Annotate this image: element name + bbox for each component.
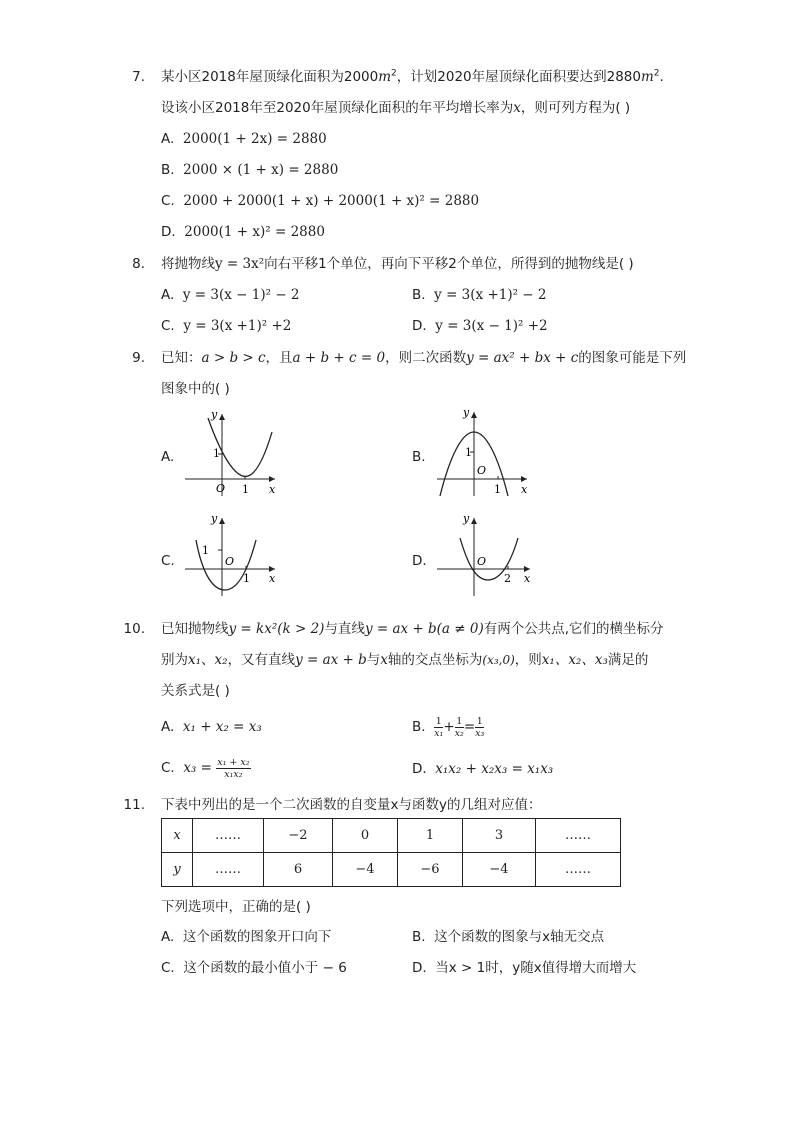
q11-after-text: 下列选项中，正确的是( ) [161,899,311,915]
q7-stem-text-c: . [659,69,664,85]
x-label: x [524,572,531,585]
q8-stem-text-a: 将抛物线 [161,256,215,272]
y-arrow-icon [471,518,477,524]
option-label: A. [161,929,175,945]
denominator: x₂ [454,727,464,739]
q11-option-b[interactable] [412,928,604,946]
fraction-1-over-x3 [475,716,484,739]
option-text: 这个函数的最小值小于 − 6 [183,960,347,976]
origin-label: O [477,464,487,477]
q9-condition-2: a + b + c = 0 [292,350,386,366]
numerator: 1 [456,715,463,727]
q9-function: y = ax² + bx + c [466,350,579,366]
y-arrow-icon [219,414,225,420]
x-one-label: 1 [242,483,249,496]
option-label: A. [161,287,175,303]
q7-option-d[interactable] [161,223,325,241]
fraction-1-over-x2 [455,716,464,739]
table-row-x [162,819,621,853]
option-label: B. [161,162,175,178]
q10-option-c[interactable] [161,753,251,783]
x-two-label: 2 [504,572,511,585]
q10-point: (x₃,0) [482,653,515,667]
x-label: x [269,572,276,585]
q10-text-h: 轴的交点坐标为 [387,652,483,668]
x-one-label: 1 [243,572,250,585]
table-cell: y [162,853,193,887]
denominator: x₁x₂ [224,768,243,780]
option-text: 当x > 1时，y随x值得增大而增大 [435,960,637,976]
numerator: 1 [435,715,442,727]
option-text: 2000 + 2000(1 + x) + 2000(1 + x)² = 2880 [183,193,480,209]
option-text: x₁x₂ + x₂x₃ = x₁x₃ [435,761,554,777]
x-arrow-icon [269,476,275,482]
q10-option-b[interactable] [412,712,484,742]
q10-text-e: 、 [201,652,215,668]
q9-option-d-label[interactable]: D. [412,553,427,569]
q9-number: 9. [132,350,145,366]
q9-stem-text-d: 的图象可能是下列 [578,350,687,366]
table-cell: …… [536,853,621,887]
q10-text-j: 满足的 [607,652,649,668]
q10-text-c: 有两个公共点,它们的横坐标分 [483,621,664,637]
denominator: x₃ [475,727,485,739]
y-arrow-icon [219,518,225,524]
q11-stem: 下表中列出的是一个二次函数的自变量x与函数y的几组对应值： [161,797,542,813]
one-label: 1 [465,446,472,459]
q11-option-c[interactable] [161,959,347,977]
y-label: y [211,408,218,421]
one-label: 1 [213,447,220,460]
q10-line-eq: y = ax + b(a ≠ 0) [364,621,484,637]
y-arrow-icon [471,412,477,418]
table-cell: 3 [463,819,536,853]
q11-value-table [161,818,621,887]
q9-option-c-label[interactable]: C. [161,553,175,569]
q11-option-a[interactable] [161,928,331,946]
table-cell: …… [536,819,621,853]
option-label: C. [161,760,175,776]
q11-number: 11. [123,797,145,813]
q10-stem-line3: 关系式是( ) [161,683,230,699]
option-text: y = 3(x − 1)² − 2 [182,287,300,303]
option-text: x₁ + x₂ = x₃ [182,719,262,735]
fraction-1-over-x1 [434,716,443,739]
q7-stem-text-a: 某小区2018年屋顶绿化面积为2000 [161,69,379,85]
q10-stem-line2 [161,651,648,669]
x-arrow-icon [521,476,527,482]
table-cell: −4 [463,853,536,887]
table-cell: −6 [398,853,463,887]
q7-option-c[interactable] [161,192,479,210]
option-text: y = 3(x − 1)² +2 [435,318,548,334]
q10-option-a[interactable] [161,718,262,736]
q9-stem-line1 [161,349,686,367]
q7-unit2: m [640,69,654,85]
q8-equation: y = 3x² [215,256,265,272]
table-cell: …… [193,819,264,853]
plus-sign: + [443,719,455,735]
origin-label: O [477,555,487,568]
option-label: D. [412,761,427,777]
q7-var-x: x [513,100,521,116]
q9-graph-a[interactable] [180,404,290,500]
q7-number: 7. [132,69,145,85]
origin-label: O [225,555,235,568]
option-label: B. [412,719,426,735]
table-cell: 6 [264,853,333,887]
q7-stem-text-e: ，则可列方程为( ) [520,100,631,116]
table-cell: 0 [333,819,398,853]
q7-option-b[interactable] [161,161,338,179]
option-text: y = 3(x +1)² +2 [183,318,292,334]
y-label: y [211,512,218,525]
option-text: 2000(1 + x)² = 2880 [184,224,325,240]
table-cell: −2 [264,819,333,853]
option-label: B. [412,287,426,303]
option-label: D. [161,224,176,240]
q10-parabola-eq: y = kx²(k > 2) [228,621,325,637]
option-label: A. [161,719,175,735]
table-cell: −4 [333,853,398,887]
option-text: 2000 × (1 + x) = 2880 [183,162,339,178]
q9-graph-b[interactable] [432,404,542,500]
q10-number: 10. [123,621,145,637]
option-label: B. [412,929,426,945]
q7-option-a[interactable] [161,130,327,148]
x-one-label: 1 [494,483,501,496]
q9-stem-text-b: ，且 [265,350,293,366]
table-cell: …… [193,853,264,887]
q10-text-d: 别为 [161,652,188,668]
table-cell: 1 [398,819,463,853]
option-label: A. [161,131,175,147]
q10-vars: x₁、x₂、x₃ [541,652,608,668]
option-text: 2000(1 + 2x) = 2880 [182,131,327,147]
q8-stem [161,255,634,273]
q10-text-g: 与 [366,652,381,668]
option-label: C. [161,318,175,334]
fraction-sum-over-product [216,757,250,780]
q7-unit: m [378,69,392,85]
q8-option-a[interactable] [161,286,300,304]
q7-stem-text-d: 设该小区2018年至2020年屋顶绿化面积的年平均增长率为 [161,100,514,116]
q9-condition-1: a > b > c [201,350,266,366]
option-label: C. [161,960,175,976]
q9-option-a-label[interactable]: A. [161,449,175,465]
q8-stem-text-b: 向右平移1个单位，再向下平移2个单位，所得到的抛物线是( ) [264,256,634,272]
x-label: x [269,483,276,496]
q9-graph-d[interactable] [432,510,542,600]
q9-option-b-label[interactable]: B. [412,449,426,465]
q10-option-d[interactable] [412,760,553,778]
q7-stem-line1: 某小区2018年屋顶绿化面积为$2000m^2$，计划2020年屋顶绿化面积要达到$2880m^2$. [161,68,664,85]
option-text: y = 3(x +1)² − 2 [434,287,547,303]
y-label: y [463,406,470,419]
q9-stem-line2: 图象中的( ) [161,381,230,397]
q10-stem-line1 [161,620,664,638]
q8-option-d[interactable] [412,317,548,335]
q10-x2: x₂ [214,652,228,668]
q8-number: 8. [132,256,145,272]
q9-stem-text-c: ，则二次函数 [385,350,467,366]
y-label: y [463,512,470,525]
q10-text-f: ，又有直线 [227,652,296,668]
q10-text-a: 已知抛物线 [161,621,229,637]
numerator: 1 [476,715,483,727]
q10-line-eq-2: y = ax + b [295,652,367,668]
q7-stem-text-b: ，计划2020年屋顶绿化面积要达到2880 [396,69,641,85]
option-label: D. [412,960,427,976]
numerator: x₁ + x₂ [217,756,250,768]
one-label: 1 [202,544,209,557]
q9-stem-text-a: 已知： [161,350,202,366]
x-label: x [521,483,528,496]
equals-sign: = [463,719,476,735]
option-lhs: x₃ = [183,760,212,776]
option-label: C. [161,193,175,209]
table-row-y [162,853,621,887]
q10-text-i: ，则 [514,652,542,668]
table-cell: x [162,819,193,853]
denominator: x₁ [434,727,444,739]
q7-stem-line2 [161,99,630,117]
q8-option-c[interactable] [161,317,291,335]
option-label: D. [412,318,427,334]
q11-option-d[interactable] [412,959,636,977]
origin-label: O [216,482,226,495]
q9-graph-c[interactable] [180,510,290,600]
q10-text-b: 与直线 [324,621,365,637]
option-text: 这个函数的图象开口向下 [182,929,332,945]
option-text: 这个函数的图象与x轴无交点 [434,929,605,945]
q10-x-axis-var: x [380,652,388,668]
q10-x1: x₁ [188,652,202,668]
q8-option-b[interactable] [412,286,547,304]
